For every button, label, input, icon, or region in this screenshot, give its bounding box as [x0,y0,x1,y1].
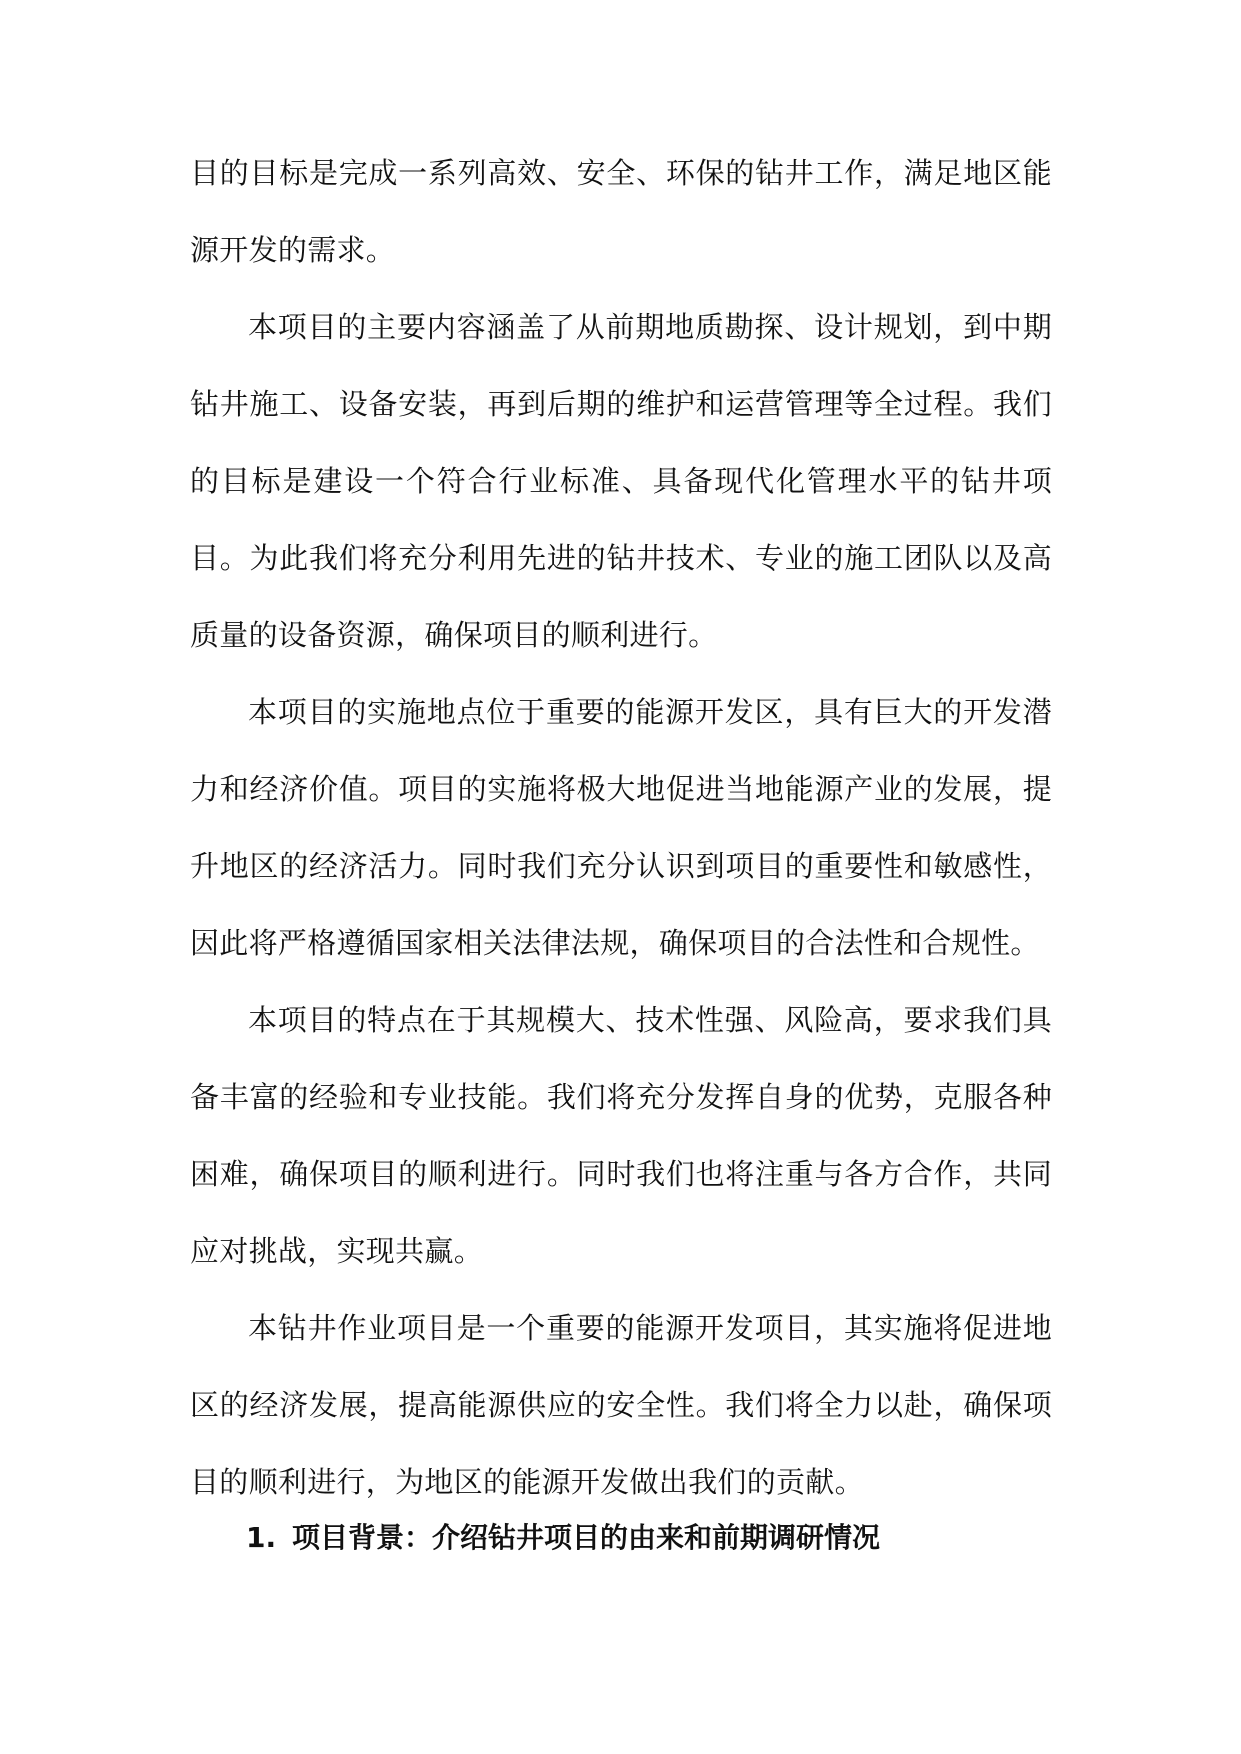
paragraph-2: 本项目的主要内容涵盖了从前期地质勘探、设计规划，到中期钻井施工、设备安装，再到后期的维护和运营管理等全过程。我们的目标是建设一个符合行业标准、具备现代化管理水平的钻井项目。为此我们将充分利用先进的钻井技术、专业的施工团队以及高质量的设备资源，确保项目的顺利进行。 [190,310,1052,652]
body-text [190,135,1052,1521]
paragraph-4: 本项目的特点在于其规模大、技术性强、风险高，要求我们具备丰富的经验和专业技能。我们将充分发挥自身的优势，克服各种困难，确保项目的顺利进行。同时我们也将注重与各方合作，共同应对挑战，实现共赢。 [190,1003,1052,1268]
paragraph-5: 本钻井作业项目是一个重要的能源开发项目，其实施将促进地区的经济发展，提高能源供应的安全性。我们将全力以赴，确保项目的顺利进行，为地区的能源开发做出我们的贡献。 [190,1311,1052,1499]
paragraph-1: 目的目标是完成一系列高效、安全、环保的钻井工作，满足地区能源开发的需求。 [190,156,1052,267]
paragraph-3: 本项目的实施地点位于重要的能源开发区，具有巨大的开发潜力和经济价值。项目的实施将极大地促进当地能源产业的发展，提升地区的经济活力。同时我们充分认识到项目的重要性和敏感性，因此将严格遵循国家相关法律法规，确保项目的合法性和合规性。 [190,695,1052,960]
section-number: 1. [246,1521,277,1554]
section-title: 项目背景：介绍钻井项目的由来和前期调研情况 [292,1521,881,1554]
section-heading [246,1516,880,1560]
